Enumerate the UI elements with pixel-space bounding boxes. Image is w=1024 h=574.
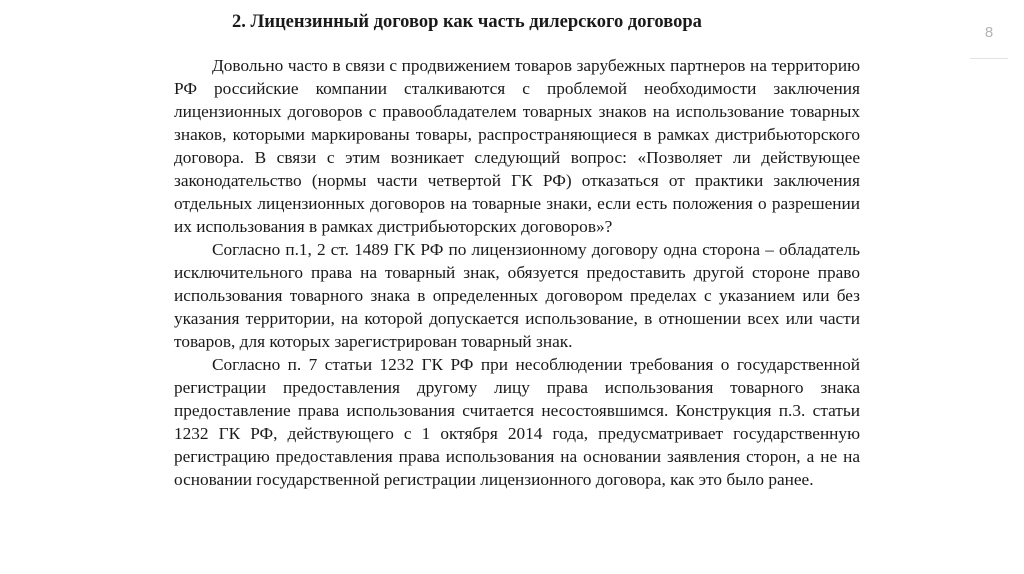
paragraph-article-1489: Согласно п.1, 2 ст. 1489 ГК РФ по лицензионному договору одна сторона – обладатель исключительного права на товарный знак, обязуется предоставить другой стороне право использования товарного знака в определенных договором пределах с указанием или без указания территории, на которой допускается использование, в отношении всех или части товаров, для которых зарегистрирован товарный знак. [174, 240, 860, 351]
page-number-divider [970, 58, 1008, 59]
paragraph-article-1232: Согласно п. 7 статьи 1232 ГК РФ при несоблюдении требования о государственной регистрации предоставления другому лицу права использования товарного знака предоставление права использования считается несостоявшимся. Конструкция п.3. статьи 1232 ГК РФ, действующего с 1 октября 2014 года, предусматривает государственную регистрацию предоставления права использования на основании заявления сторон, а не на основании государственной регистрации лицензионного договора, как это было ранее. [174, 355, 860, 489]
page-number: 8 [984, 24, 994, 41]
slide-body [174, 54, 860, 491]
slide-title: 2. Лицензинный договор как часть дилерского договора [232, 12, 702, 32]
paragraph-dealer-question: Довольно часто в связи с продвижением товаров зарубежных партнеров на территорию РФ российские компании сталкиваются с проблемой необходимости заключения лицензионных договоров с правообладателем товарных знаков на использование товарных знаков, которыми маркированы товары, распространяющиеся в рамках дистрибьюторского договора. В связи с этим возникает следующий вопрос: «Позволяет ли действующее законодательство (нормы части четвертой ГК РФ) отказаться от практики заключения отдельных лицензионных договоров на товарные знаки, если есть положения о разрешении их использования в рамках дистрибьюторских договоров»? [174, 56, 860, 236]
